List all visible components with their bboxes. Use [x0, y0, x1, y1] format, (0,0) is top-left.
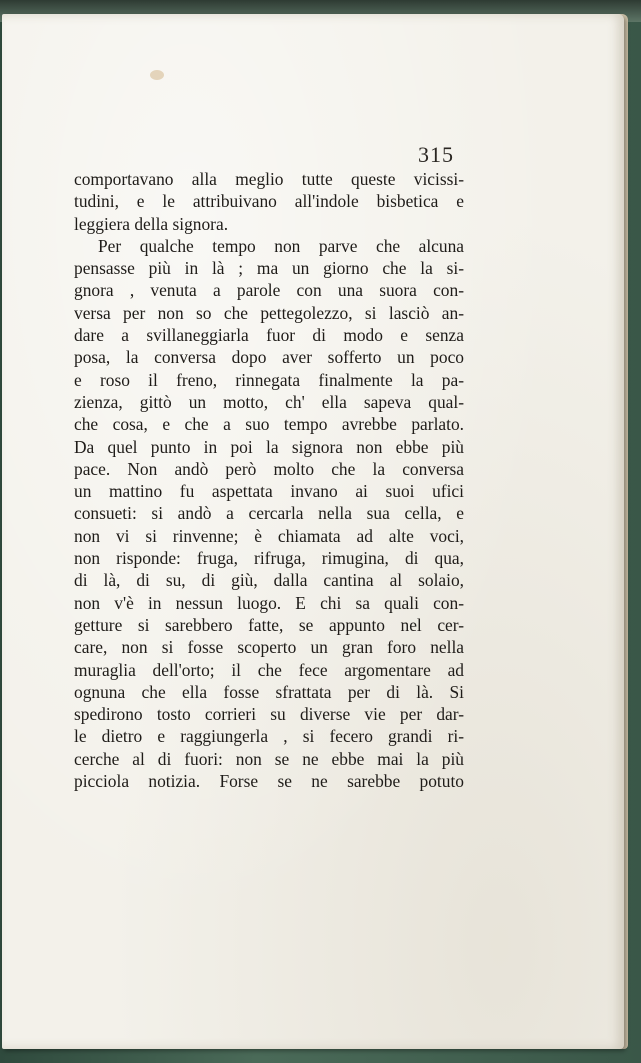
text-line: versa per non so che pettegolezzo, si lasciò an-	[74, 302, 464, 323]
text-line: cerche al di fuori: non se ne ebbe mai la più	[74, 748, 464, 769]
text-line: spedirono tosto corrieri su diverse vie per dar-	[74, 704, 464, 725]
paper-stain	[150, 70, 164, 80]
text-line: muraglia dell'orto; il che fece argomentare ad	[74, 659, 464, 680]
text-line: posa, la conversa dopo aver sofferto un poco	[74, 347, 464, 368]
text-line: Da quel punto in poi la signora non ebbe più	[74, 436, 464, 457]
text-line: e roso il freno, rinnegata finalmente la pa-	[74, 369, 464, 390]
text-line: non risponde: fruga, rifruga, rimugina, di qua,	[74, 548, 464, 569]
text-line: che cosa, e che a suo tempo avrebbe parlato.	[74, 414, 464, 435]
text-line: di là, di su, di giù, dalla cantina al solaio,	[74, 570, 464, 591]
text-line: tudini, e le attribuivano all'indole bisbetica e	[74, 191, 464, 212]
text-line: gnora , venuta a parole con una suora con-	[74, 280, 464, 301]
text-line: un mattino fu aspettata invano ai suoi ufici	[74, 481, 464, 502]
text-line: care, non si fosse scoperto un gran foro nella	[74, 637, 464, 658]
text-line: getture si sarebbero fatte, se appunto nel cer-	[74, 614, 464, 635]
text-line: pensasse più in là ; ma un giorno che la si-	[74, 258, 464, 279]
body-text	[74, 168, 464, 792]
page-number: 315	[418, 142, 454, 167]
text-line: ognuna che ella fosse sfrattata per di là. Si	[74, 681, 464, 702]
text-line: le dietro e raggiungerla , si fecero grandi ri-	[74, 726, 464, 747]
text-line: non vi si rinvenne; è chiamata ad alte voci,	[74, 525, 464, 546]
text-line: picciola notizia. Forse se ne sarebbe potuto	[74, 771, 464, 792]
text-line: zienza, gittò un motto, ch' ella sapeva qual-	[74, 391, 464, 412]
text-line: comportavano alla meglio tutte queste vicissi-	[74, 169, 464, 189]
text-line: Per qualche tempo non parve che alcuna	[98, 235, 464, 256]
text-line: consueti: si andò a cercarla nella sua cella, e	[74, 503, 464, 524]
text-line: dare a svillaneggiarla fuor di modo e senza	[74, 325, 464, 346]
text-line: non v'è in nessun luogo. E chi sa quali con-	[74, 592, 464, 613]
text-line: pace. Non andò però molto che la conversa	[74, 458, 464, 479]
text-line: leggiera della signora.	[74, 213, 229, 234]
